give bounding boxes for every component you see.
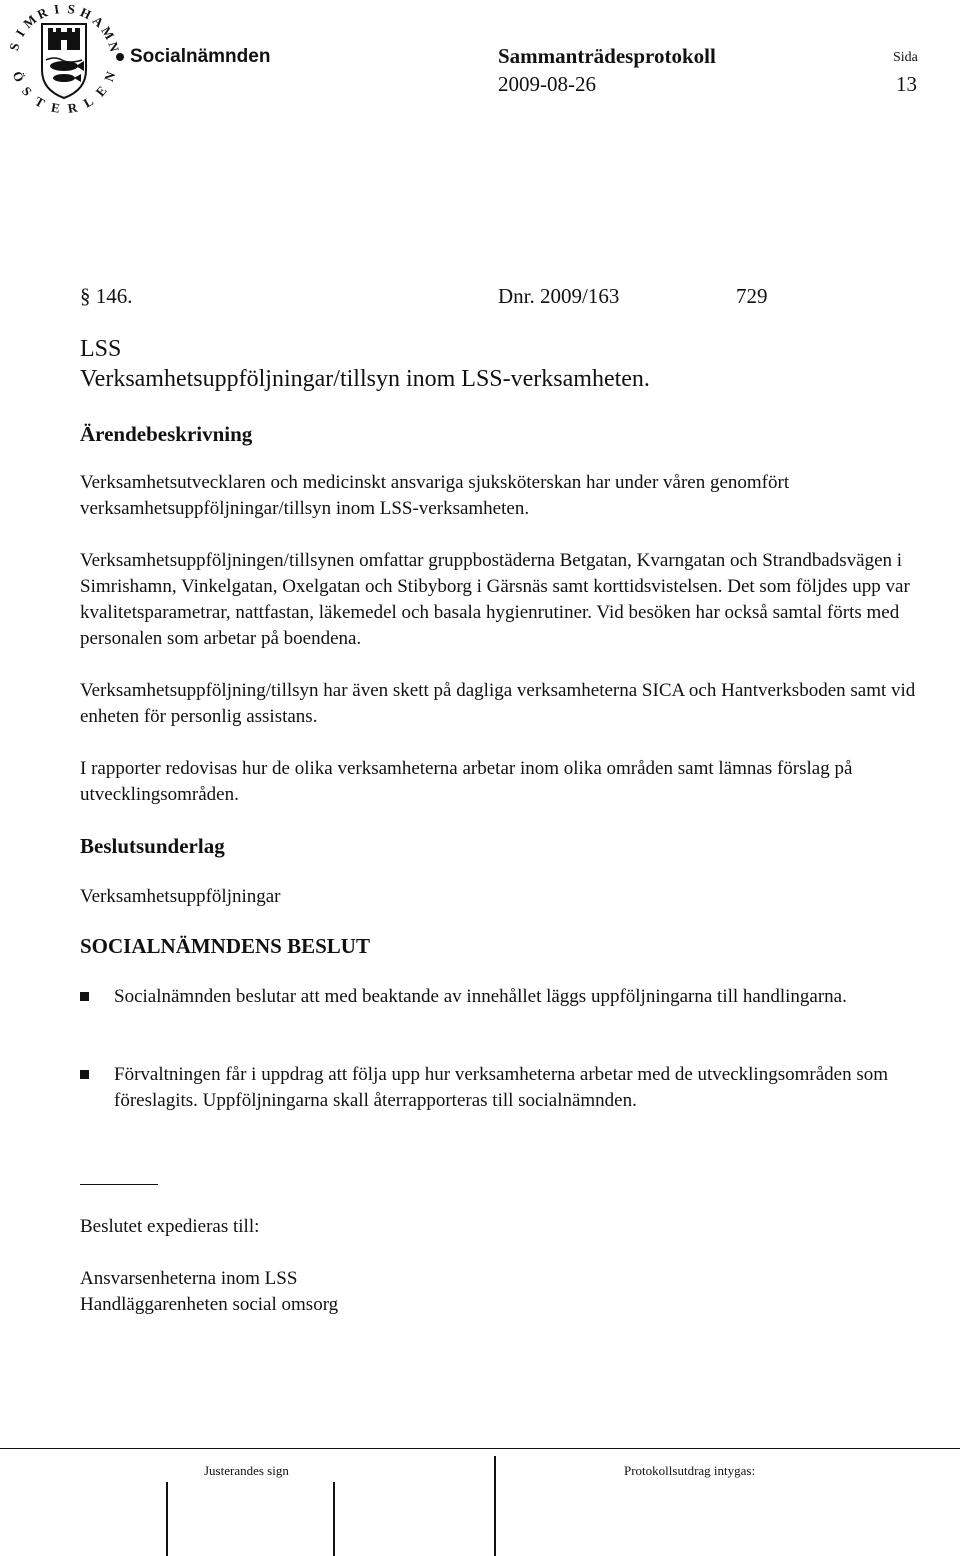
item-title-line2: Verksamhetsuppföljningar/tillsyn inom LSS-verksamheten. [80, 366, 650, 392]
bullet-dot-icon [116, 53, 124, 61]
signature-box-line [166, 1482, 168, 1556]
dispatch-recipient: Handläggarenheten social omsorg [80, 1294, 339, 1315]
logo-letter: A [89, 12, 107, 31]
logo-letter: S [66, 2, 77, 17]
square-bullet-icon [80, 1070, 89, 1079]
logo-letter: N [105, 40, 123, 54]
separator-line [80, 1184, 158, 1185]
logo-letter: L [80, 93, 96, 111]
logo-letter: H [77, 4, 94, 23]
coat-of-arms-icon [4, 2, 124, 118]
case-code: 729 [736, 284, 768, 308]
decision-item [80, 1062, 940, 1140]
logo-letter: M [98, 23, 118, 43]
logo-letter: R [34, 4, 50, 23]
case-number: Dnr. 2009/163 [498, 284, 620, 308]
decision-item-text: Socialnämnden beslutar att med beaktande av innehållet läggs uppföljningarna till handlingarna. [114, 986, 847, 1007]
description-paragraph-1: Verksamhetsutvecklaren och medicinskt ansvariga sjuksköterskan har under våren genomfört verksamhetsuppföljningar/tillsyn inom LSS-verksamheten. [80, 472, 790, 519]
logo-letter: I [52, 2, 61, 17]
description-paragraph-2: Verksamhetsuppföljningen/tillsynen omfattar gruppbostäderna Betgatan, Kvarngatan och Strandbadsvägen i Simrishamn, Vinkelgatan, Oxelgatan och Stibyborg i Gärsnäs samt korttidsvistelsen. Det som följdes upp var kvalitetsparametrar, nattfastan, läkemedel och basala hygienrutiner. Vid besöken har också samtal förts med personalen som arbetar på boendena. [80, 550, 910, 649]
meeting-date: 2009-08-26 [498, 72, 596, 96]
organization-name: Socialnämnden [116, 46, 270, 68]
logo-letter: E [92, 82, 110, 100]
description-paragraph-4: I rapporter redovisas hur de olika verksamheterna arbetar inom olika områden samt lämnas förslag på utvecklingsområden. [80, 758, 853, 805]
basis-heading: Beslutsunderlag [80, 834, 225, 858]
footer-rule [0, 1448, 960, 1449]
footer-divider [494, 1456, 496, 1556]
logo-letter: I [12, 26, 28, 40]
decision-heading: SOCIALNÄMNDENS BESLUT [80, 934, 370, 958]
logo-letter: S [18, 83, 35, 99]
logo-letter: R [66, 99, 79, 116]
document-type: Sammanträdesprotokoll [498, 44, 716, 68]
description-heading: Ärendebeskrivning [80, 422, 253, 446]
municipality-logo [4, 2, 124, 118]
logo-letter: M [20, 11, 40, 32]
square-bullet-icon [80, 992, 89, 1001]
signature-box-line [333, 1482, 335, 1556]
decision-item [80, 984, 940, 1036]
description-paragraph-3: Verksamhetsuppföljning/tillsyn har även skett på dagliga verksamheterna SICA och Hantverksboden samt vid enheten för personlig assistans. [80, 680, 916, 727]
decision-item-text: Förvaltningen får i uppdrag att följa upp hur verksamheterna arbetar med de utvecklingsområden som föreslagits. Uppföljningarna skall återrapporteras till socialnämnden. [114, 1064, 888, 1111]
logo-letter: T [32, 93, 48, 111]
logo-letter: Ö [9, 69, 28, 84]
basis-text: Verksamhetsuppföljningar [80, 886, 281, 907]
dispatch-heading: Beslutet expedieras till: [80, 1216, 260, 1237]
certified-label: Protokollsutdrag intygas: [624, 1463, 756, 1478]
paragraph-number: § 146. [80, 284, 133, 308]
logo-letter: S [6, 41, 23, 53]
page-label: Sida [893, 50, 918, 65]
signers-label: Justerandes sign [204, 1463, 289, 1478]
dispatch-recipient: Ansvarsenheterna inom LSS [80, 1268, 298, 1289]
logo-letter: E [49, 99, 62, 116]
item-title-line1: LSS [80, 336, 122, 362]
logo-letter: N [100, 69, 119, 84]
page-number: 13 [896, 72, 917, 96]
